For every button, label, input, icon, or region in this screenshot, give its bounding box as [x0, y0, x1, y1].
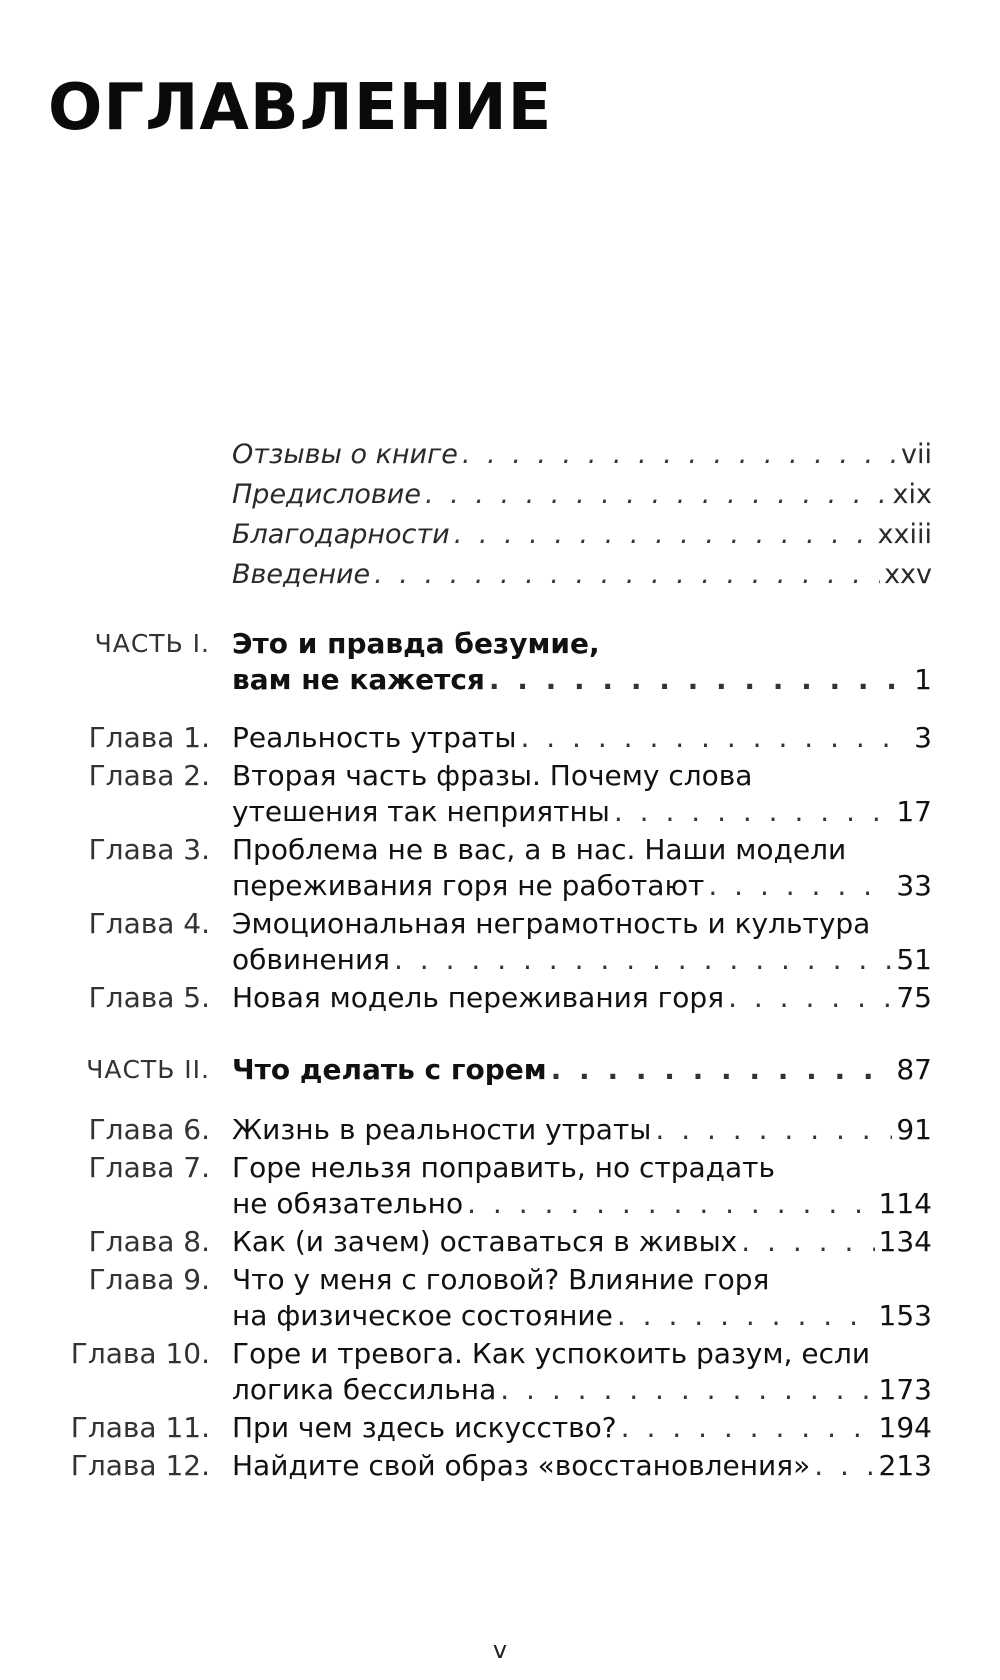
page-number: 87	[896, 1053, 932, 1086]
entry-title: Предисловие	[232, 479, 421, 510]
dot-leader	[741, 1224, 874, 1260]
chapter-label: Глава 2.	[88, 759, 210, 792]
dot-leader	[520, 720, 910, 756]
toc-entry-chapter-8[interactable]	[232, 1224, 932, 1260]
page-number: xxv	[884, 559, 932, 590]
dot-leader	[551, 1052, 893, 1088]
page-number: vii	[901, 439, 932, 470]
page-folio: v	[492, 1636, 508, 1664]
page-number: 114	[878, 1187, 932, 1220]
page-number: 51	[896, 943, 932, 976]
dot-leader	[614, 794, 892, 830]
toc-entry-part-2[interactable]	[232, 1052, 932, 1088]
entry-title: логика бессильна	[232, 1373, 497, 1406]
dot-leader	[728, 980, 892, 1016]
chapter-label: Глава 9.	[88, 1263, 210, 1296]
entry-title: Благодарности	[232, 519, 450, 550]
chapter-label: Глава 11.	[70, 1411, 210, 1444]
dot-leader	[621, 1410, 875, 1446]
toc-entry-foreword[interactable]	[232, 477, 932, 513]
toc-entry-chapter-11[interactable]	[232, 1410, 932, 1446]
entry-title: Новая модель переживания горя	[232, 981, 725, 1014]
page-number: xxiii	[877, 519, 932, 550]
part-label: ЧАСТЬ II.	[86, 1055, 210, 1084]
chapter-title-line[interactable]: Что у меня с головой? Влияние горя	[232, 1263, 770, 1296]
chapter-label: Глава 5.	[88, 981, 210, 1014]
toc-entry-chapter-4[interactable]	[232, 942, 932, 978]
entry-title: Что делать с горем	[232, 1053, 547, 1086]
toc-entry-chapter-12[interactable]	[232, 1448, 932, 1484]
chapter-label: Глава 1.	[88, 721, 210, 754]
entry-title: обвинения	[232, 943, 390, 976]
toc-entry-chapter-10[interactable]	[232, 1372, 932, 1408]
page-number: 91	[896, 1113, 932, 1146]
part-title-line[interactable]: Это и правда безумие,	[232, 627, 600, 660]
entry-title: Введение	[232, 559, 371, 590]
entry-title: Реальность утраты	[232, 721, 517, 754]
toc-entry-part-1[interactable]	[232, 662, 932, 698]
entry-title: Как (и зачем) оставаться в живых	[232, 1225, 738, 1258]
toc-entry-introduction[interactable]	[232, 557, 932, 593]
page-number: 153	[878, 1299, 932, 1332]
dot-leader	[374, 557, 880, 593]
entry-title: Отзывы о книге	[232, 439, 458, 470]
page-number: 17	[896, 795, 932, 828]
toc-entry-acknowledgments[interactable]	[232, 517, 932, 553]
toc-entry-reviews[interactable]	[232, 437, 932, 473]
dot-leader	[655, 1112, 892, 1148]
entry-title: не обязательно	[232, 1187, 464, 1220]
chapter-label: Глава 4.	[88, 907, 210, 940]
chapter-label: Глава 8.	[88, 1225, 210, 1258]
chapter-title-line[interactable]: Горе и тревога. Как успокоить разум, если	[232, 1337, 871, 1370]
entry-title: Найдите свой образ «восстановления»	[232, 1449, 811, 1482]
dot-leader	[708, 868, 892, 904]
dot-leader	[467, 1186, 874, 1222]
dot-leader	[462, 437, 897, 473]
page-number: 213	[878, 1449, 932, 1482]
dot-leader	[425, 477, 889, 513]
page-number: 134	[878, 1225, 932, 1258]
toc-entry-chapter-3[interactable]	[232, 868, 932, 904]
toc-entry-chapter-2[interactable]	[232, 794, 932, 830]
chapter-label: Глава 7.	[88, 1151, 210, 1184]
toc-entry-chapter-6[interactable]	[232, 1112, 932, 1148]
chapter-label: Глава 6.	[88, 1113, 210, 1146]
dot-leader	[617, 1298, 875, 1334]
page-number: 194	[878, 1411, 932, 1444]
page-title: ОГЛАВЛЕНИЕ	[48, 71, 553, 145]
page-number: 3	[914, 721, 932, 754]
chapter-title-line[interactable]: Эмоциональная неграмотность и культура	[232, 907, 871, 940]
chapter-label: Глава 3.	[88, 833, 210, 866]
toc-entry-chapter-7[interactable]	[232, 1186, 932, 1222]
dot-leader	[454, 517, 874, 553]
page-number: 75	[896, 981, 932, 1014]
toc-entry-chapter-9[interactable]	[232, 1298, 932, 1334]
entry-title: утешения так неприятны	[232, 795, 610, 828]
chapter-label: Глава 12.	[70, 1449, 210, 1482]
dot-leader	[814, 1448, 874, 1484]
chapter-title-line[interactable]: Проблема не в вас, а в нас. Наши модели	[232, 833, 847, 866]
page-number: xix	[892, 479, 932, 510]
dot-leader	[500, 1372, 874, 1408]
part-label: ЧАСТЬ I.	[94, 629, 210, 658]
chapter-title-line[interactable]: Горе нельзя поправить, но страдать	[232, 1151, 775, 1184]
chapter-label: Глава 10.	[70, 1337, 210, 1370]
page-number: 173	[878, 1373, 932, 1406]
entry-title: Жизнь в реальности утраты	[232, 1113, 652, 1146]
entry-title: переживания горя не работают	[232, 869, 705, 902]
entry-title: на физическое состояние	[232, 1299, 613, 1332]
entry-title: При чем здесь искусство?	[232, 1411, 617, 1444]
entry-title: вам не кажется	[232, 663, 485, 696]
chapter-title-line[interactable]: Вторая часть фразы. Почему слова	[232, 759, 753, 792]
page-number: 1	[914, 663, 932, 696]
page-number: 33	[896, 869, 932, 902]
dot-leader	[489, 662, 910, 698]
toc-entry-chapter-5[interactable]	[232, 980, 932, 1016]
dot-leader	[394, 942, 892, 978]
toc-entry-chapter-1[interactable]	[232, 720, 932, 756]
